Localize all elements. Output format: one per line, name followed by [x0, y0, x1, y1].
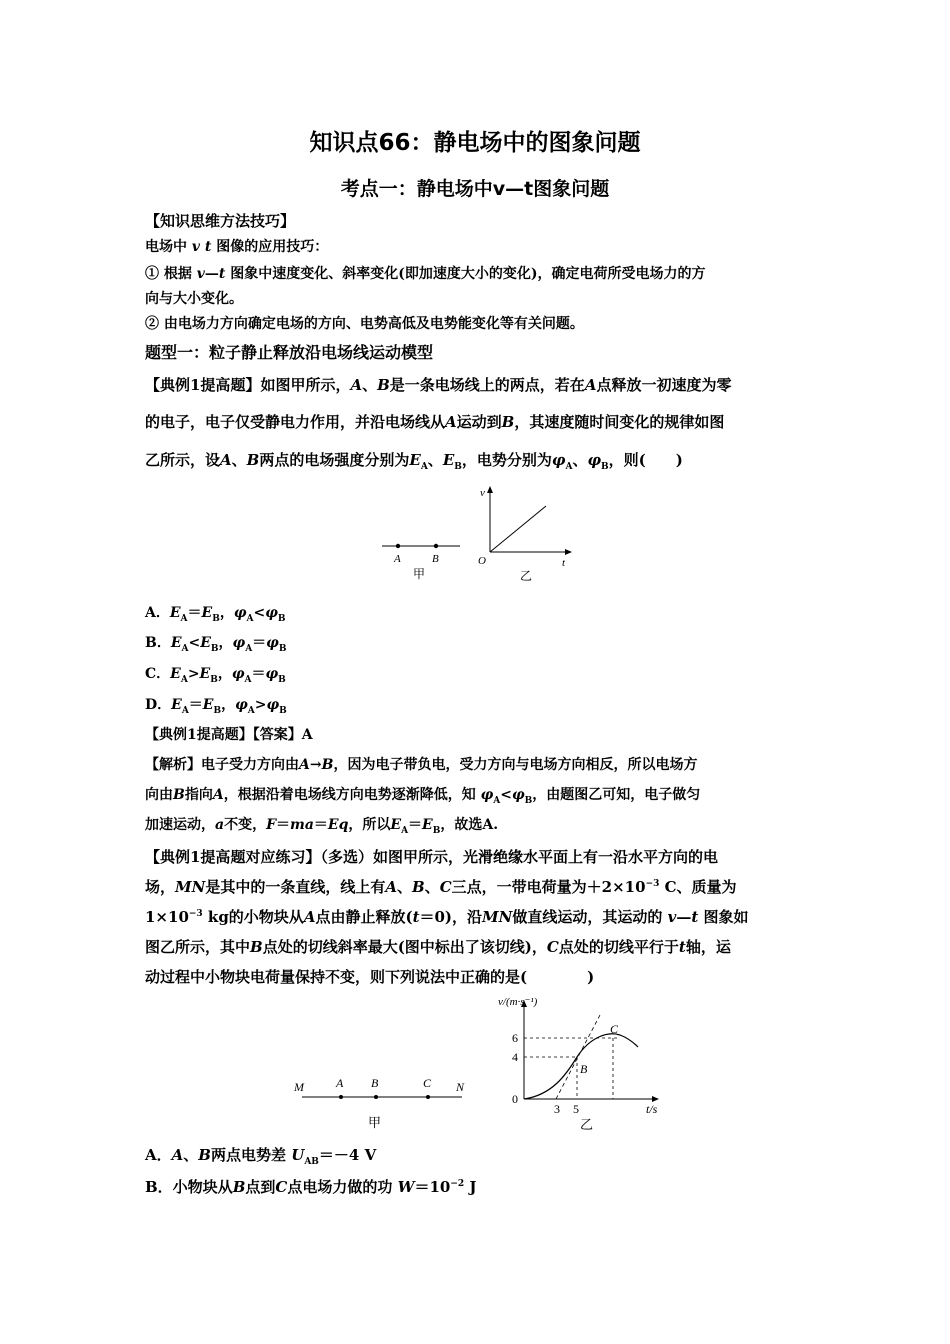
intro-line-1: 电场中 v t 图像的应用技巧：: [145, 239, 329, 255]
fig2-y6: 6: [512, 1031, 518, 1045]
fig2-label-jia: 甲: [368, 1115, 382, 1130]
figure2: [290, 995, 670, 1135]
point-b: [434, 544, 438, 548]
fig2-v-unit: v/(m·s⁻¹): [498, 996, 538, 1008]
v-arrow: [487, 486, 493, 493]
label-b: B: [432, 553, 439, 565]
fig2-label-c: C: [423, 1076, 432, 1090]
fig2-t-unit: t/s: [646, 1102, 658, 1116]
option2-b[interactable]: B．小物块从B点到C点电场力做的功 $W=10^{-2}$ J: [145, 1178, 477, 1196]
vt-line: [490, 506, 546, 552]
fig2-label-b: B: [371, 1076, 379, 1090]
fig2-point-b-label: B: [580, 1062, 588, 1076]
example1-line-3: 乙所示，设A、B两点的电场强度分别为$E_A$、$E_B$，电势分别为$\varphi_A$、$\varphi_B$，则( ): [145, 451, 683, 472]
label-o: O: [478, 555, 486, 567]
section-label: 【知识思维方法技巧】: [145, 212, 296, 230]
fig2-zero: 0: [512, 1092, 518, 1106]
fig2-point-c-label: C: [610, 1022, 619, 1036]
example1-line-1: 【典例1提高题】如图甲所示，A、B是一条电场线上的两点，若在A点释放一初速度为零: [145, 376, 732, 394]
page-subtitle: 考点一：静电场中v—t图象问题: [340, 178, 610, 200]
fig2-label-yi: 乙: [580, 1117, 594, 1132]
answer1: 【典例1提高题】【答案】A: [145, 727, 313, 743]
label-t: t: [562, 557, 566, 569]
analysis-line-1: 【解析】电子受力方向由A→B，因为电子带负电，受力方向与电场方向相反，所以电场方: [145, 757, 698, 773]
example2-line-3: $1\times 10^{-3}$ kg的小物块从A点由静止释放(t＝0)，沿MN做直线运动，其运动的 v—t 图象如: [145, 908, 749, 926]
fig2-label-a: A: [336, 1076, 344, 1090]
label-jia: 甲: [413, 567, 426, 581]
fig2-x5: 5: [573, 1102, 579, 1116]
example2-line-2: 场，MN是其中的一条直线，线上有A、B、C三点，一带电荷量为$+2\times 10^{-3}$ C、质量为: [145, 878, 737, 896]
intro-line-3: 向与大小变化。: [145, 291, 243, 307]
page-title: 知识点66：静电场中的图象问题: [309, 130, 641, 156]
example2-line-4: 图乙所示，其中B点处的切线斜率最大(图中标出了该切线)，C点处的切线平行于t轴，运: [145, 938, 731, 956]
fig2-point-c: [426, 1095, 430, 1099]
type-heading: 题型一：粒子静止释放沿电场线运动模型: [145, 343, 434, 362]
fig2-label-m: M: [294, 1080, 304, 1094]
option1-b[interactable]: B．$E_A<E_B$，$\varphi_A=\varphi_B$: [145, 635, 287, 654]
fig2-label-n: N: [456, 1080, 465, 1094]
example2-line-1: 【典例1提高题对应练习】（多选）如图甲所示，光滑绝缘水平面上有一沿水平方向的电: [145, 848, 718, 866]
figure1: [370, 480, 590, 590]
label-yi: 乙: [520, 569, 533, 583]
example1-line-2: 的电子，电子仅受静电力作用，并沿电场线从A运动到B，其速度随时间变化的规律如图: [145, 413, 725, 431]
fig2-y4: 4: [512, 1050, 518, 1064]
option1-a[interactable]: A．$E_A=E_B$，$\varphi_A<\varphi_B$: [145, 605, 286, 624]
label-v: v: [480, 487, 485, 499]
option1-c[interactable]: C．$E_A>E_B$，$\varphi_A=\varphi_B$: [145, 666, 286, 685]
point-a: [396, 544, 400, 548]
fig2-x3: 3: [554, 1102, 560, 1116]
fig2-point-a: [339, 1095, 343, 1099]
analysis-line-2: 向由B指向A，根据沿着电场线方向电势逐渐降低，知 $\varphi_A<\varphi_B$，由题图乙可知，电子做匀: [145, 787, 701, 806]
fig2-point-b: [374, 1095, 378, 1099]
analysis-line-3: 加速运动，a不变，F＝ma＝Eq，所以$E_A=E_B$，故选A.: [145, 817, 499, 836]
intro-line-4: ② 由电场力方向确定电场的方向、电势高低及电势能变化等有关问题。: [145, 316, 584, 332]
intro-line-2: ① 根据 v—t 图象中速度变化、斜率变化(即加速度大小的变化)，确定电荷所受电场力的方: [145, 266, 706, 282]
option2-a[interactable]: A．A、B两点电势差 $U_{AB}=-4$ V: [145, 1146, 377, 1167]
option1-d[interactable]: D．$E_A=E_B$，$\varphi_A>\varphi_B$: [145, 697, 287, 716]
t-arrow: [565, 549, 572, 555]
label-a: A: [394, 553, 401, 565]
example2-line-5: 动过程中小物块电荷量保持不变，则下列说法中正确的是( ): [145, 968, 595, 986]
